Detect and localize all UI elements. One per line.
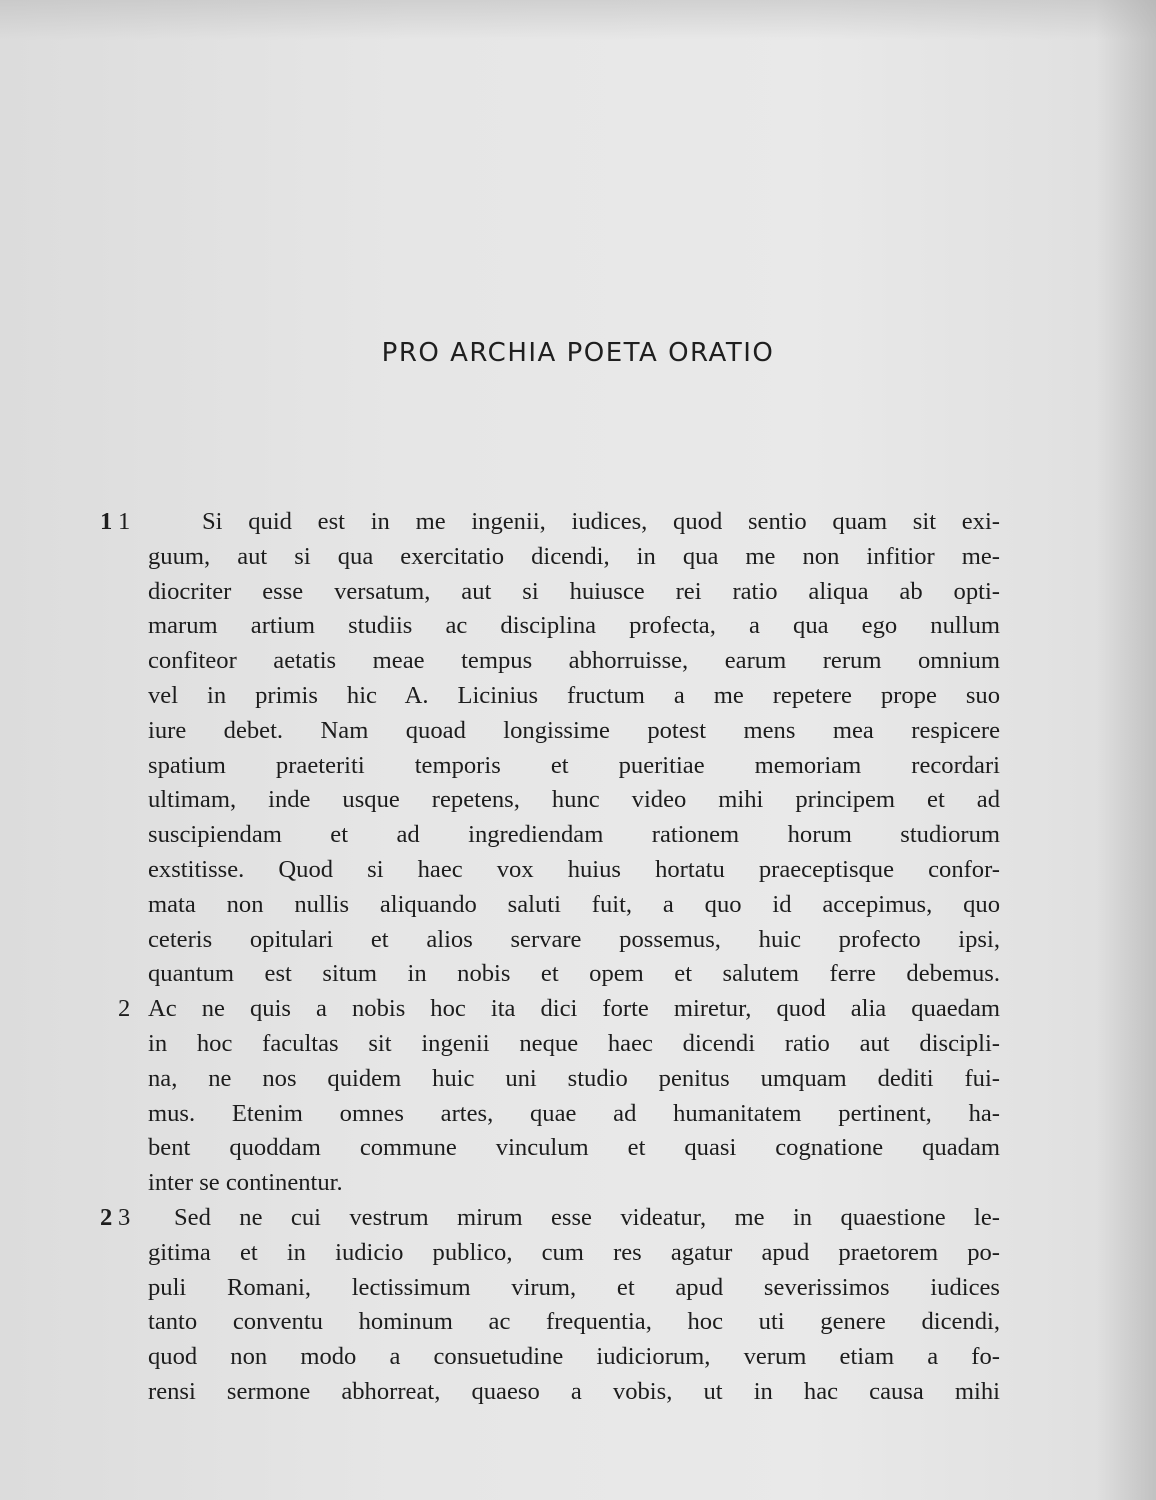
text-line [100, 1201, 1000, 1236]
text-line: tanto conventu hominum ac frequentia, hoc uti genere dicendi, [148, 1308, 1000, 1336]
section-number: 2 [118, 995, 131, 1023]
text-line: puli Romani, lectissimum virum, et apud severissimos iudices [148, 1273, 1000, 1301]
text-line: inter se continentur. [148, 1169, 343, 1197]
text-line: marum artium studiis ac disciplina profecta, a qua ego nullum [148, 612, 1000, 640]
chapter-number: 1 [100, 508, 113, 535]
text-line: bent quoddam commune vinculum et quasi cognatione quadam [148, 1134, 1000, 1162]
text-line: ultimam, inde usque repetens, hunc video mihi principem et ad [148, 786, 1000, 814]
text-line: exstitisse. Quod si haec vox huius hortatu praeceptisque confor- [148, 855, 1000, 883]
line-text: Si quid est in me ingenii, iudices, quod sentio quam sit exi- [202, 508, 1000, 535]
text-line: na, ne nos quidem huic uni studio penitus umquam dediti fui- [148, 1064, 1000, 1092]
text-line: mata non nullis aliquando saluti fuit, a quo id accepimus, quo [148, 890, 1000, 918]
text-line: guum, aut si qua exercitatio dicendi, in qua me non infitior me- [148, 542, 1000, 570]
text-line: ceteris opitulari et alios servare possemus, huic profecto ipsi, [148, 925, 1000, 953]
text-line: iure debet. Nam quoad longissime potest mens mea respicere [148, 716, 1000, 744]
page-title: PRO ARCHIA POETA ORATIO [381, 338, 775, 368]
text-line: gitima et in iudicio publico, cum res agatur apud praetorem po- [148, 1238, 1000, 1266]
line-text: Ac ne quis a nobis hoc ita dici forte miretur, quod alia quaedam [148, 995, 1000, 1023]
text-line: diocriter esse versatum, aut si huiusce rei ratio aliqua ab opti- [148, 577, 1000, 605]
section-number: 1 [118, 508, 131, 535]
line-text: Sed ne cui vestrum mirum esse videatur, me in quaestione le- [174, 1203, 1000, 1231]
text-line: quantum est situm in nobis et opem et salutem ferre debemus. [148, 960, 1000, 988]
page-shadow-right [1096, 0, 1156, 1500]
text-line: spatium praeteriti temporis et pueritiae memoriam recordari [148, 751, 1000, 779]
chapter-number: 2 [100, 1203, 113, 1231]
oration-text [100, 505, 1000, 1410]
text-line: suscipiendam et ad ingrediendam rationem horum studiorum [148, 821, 1000, 849]
section-number: 3 [118, 1203, 131, 1231]
text-line: in hoc facultas sit ingenii neque haec dicendi ratio aut discipli- [148, 1029, 1000, 1057]
page-shadow-top [0, 0, 1156, 40]
text-line: vel in primis hic A. Licinius fructum a me repetere prope suo [148, 681, 1000, 709]
text-line: confiteor aetatis meae tempus abhorruisse, earum rerum omnium [148, 647, 1000, 675]
text-line [100, 505, 1000, 540]
text-line: rensi sermone abhorreat, quaeso a vobis, ut in hac causa mihi [148, 1377, 1000, 1405]
text-line: quod non modo a consuetudine iudiciorum, verum etiam a fo- [148, 1343, 1000, 1371]
text-line [118, 992, 1000, 1027]
text-line: mus. Etenim omnes artes, quae ad humanitatem pertinent, ha- [148, 1099, 1000, 1127]
